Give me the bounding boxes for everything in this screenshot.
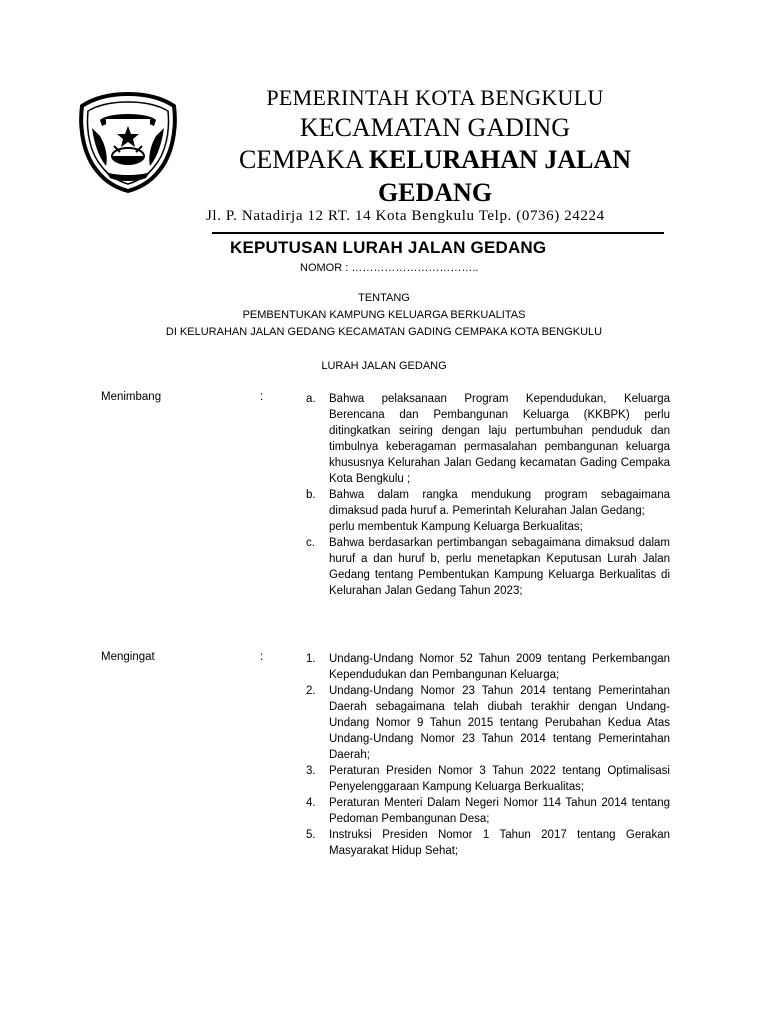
letterhead-address: Jl. P. Natadirja 12 RT. 14 Kota Bengkulu Telp. (0736) 24224 (206, 208, 605, 224)
list-item-text-continued: perlu membentuk Kampung Keluarga Berkualitas; (329, 521, 583, 533)
list-item-text: Undang-Undang Nomor 23 Tahun 2014 tentang Pemerintahan Daerah sebagaimana telah diubah terakhir dengan Undang-Undang Nomor 9 Tahun 2015 tentang Perubahan Kedua Atas Undang-Undang Nomor 23 Tahun 2014 tentang Pemerintahan Daerah; (329, 685, 670, 761)
menimbang-list (306, 391, 670, 599)
menimbang-label: Menimbang (101, 391, 162, 403)
mengingat-colon: : (260, 651, 264, 663)
mengingat-item-2 (306, 683, 670, 763)
subject-line-2: DI KELURAHAN JALAN GEDANG KECAMATAN GADING CEMPAKA KOTA BENGKULU (165, 326, 603, 338)
letterhead-village: GEDANG (377, 178, 493, 207)
list-marker: 1. (306, 653, 316, 665)
list-item-text: Peraturan Presiden Nomor 3 Tahun 2022 tentang Optimalisasi Penyelenggaraan Kampung Keluarga Berkualitas; (329, 765, 670, 793)
letterhead-divider (212, 232, 664, 234)
letterhead-government: PEMERINTAH KOTA BENGKULU (266, 85, 604, 110)
list-marker: 3. (306, 765, 316, 777)
list-marker: 2. (306, 685, 316, 697)
menimbang-colon: : (260, 391, 264, 403)
letterhead (190, 84, 680, 210)
tentang-heading: TENTANG (358, 292, 410, 304)
letterhead-district: KECAMATAN GADING (299, 113, 571, 142)
mengingat-item-1 (306, 651, 670, 683)
mengingat-item-5 (306, 827, 670, 859)
menimbang-item-b (306, 487, 670, 535)
list-item-text: Instruksi Presiden Nomor 1 Tahun 2017 tentang Gerakan Masyarakat Hidup Sehat; (329, 829, 670, 857)
letterhead-subdistrict-regular: CEMPAKA (239, 145, 369, 174)
decree-number: NOMOR : …………………………….. (300, 262, 479, 274)
letterhead-subdistrict (190, 144, 680, 176)
list-marker: 4. (306, 797, 316, 809)
list-marker: b. (306, 489, 316, 501)
mengingat-item-4 (306, 795, 670, 827)
mengingat-item-3 (306, 763, 670, 795)
city-emblem-logo (76, 90, 180, 194)
list-item-text: Bahwa dalam rangka mendukung program sebagaimana dimaksud pada huruf a. Pemerintah Kelurahan Jalan Gedang; (329, 489, 670, 517)
menimbang-item-a (306, 391, 670, 487)
decree-title: KEPUTUSAN LURAH JALAN GEDANG (230, 238, 547, 257)
list-item-text: Undang-Undang Nomor 52 Tahun 2009 tentang Perkembangan Kependudukan dan Pembangunan Keluarga; (329, 653, 670, 681)
list-item-text: Bahwa berdasarkan pertimbangan sebagaimana dimaksud dalam huruf a dan huruf b, perlu menetapkan Keputusan Lurah Jalan Gedang tentang Pembentukan Kampung Keluarga Berkualitas di Kelurahan Jalan Gedang Tahun 2023; (329, 537, 670, 597)
menimbang-item-c (306, 535, 670, 599)
list-marker: a. (306, 393, 316, 405)
list-marker: 5. (306, 829, 316, 841)
mengingat-list (306, 651, 670, 859)
issuer-heading: LURAH JALAN GEDANG (321, 360, 447, 372)
mengingat-label: Mengingat (101, 651, 155, 663)
subject-line-1: PEMBENTUKAN KAMPUNG KELUARGA BERKUALITAS (242, 309, 526, 321)
list-marker: c. (306, 537, 315, 549)
letterhead-subdistrict-bold: KELURAHAN JALAN (368, 145, 631, 174)
list-item-text: Bahwa pelaksanaan Program Kependudukan, Keluarga Berencana dan Pembangunan Keluarga (KKBPK) perlu ditingkatkan seiring dengan laju pertumbuhan penduduk dan timbulnya keberagaman permasalahan pembangunan keluarga khususnya Kelurahan Jalan Gedang kecamatan Gading Cempaka Kota Bengkulu ; (329, 393, 670, 485)
list-item-text: Peraturan Menteri Dalam Negeri Nomor 114 Tahun 2014 tentang Pedoman Pembangunan Desa; (329, 797, 670, 825)
